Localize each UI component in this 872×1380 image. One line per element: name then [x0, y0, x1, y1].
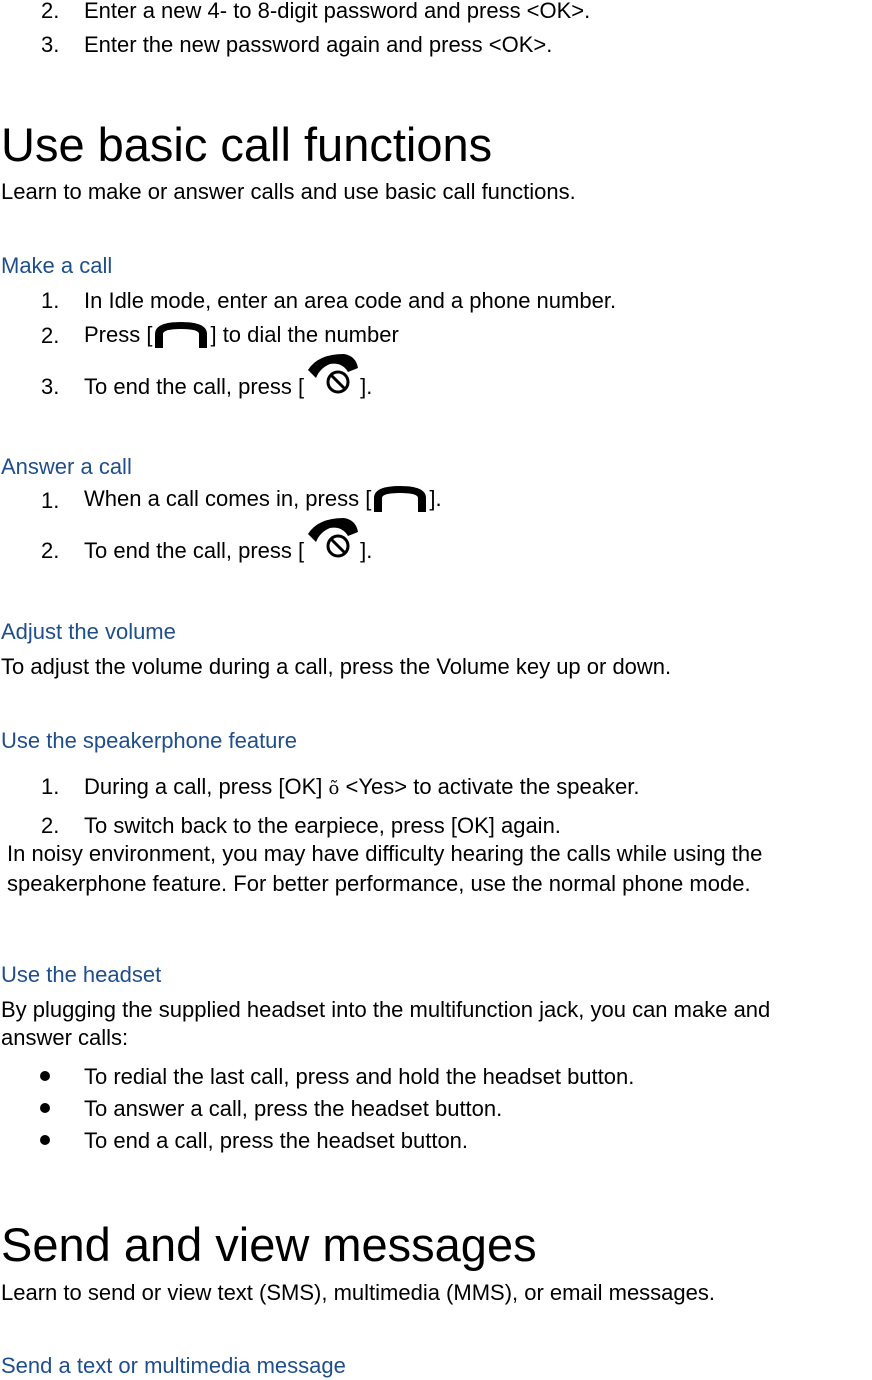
step-text-part: To end the call, press [ [84, 538, 305, 563]
step-text [84, 774, 639, 802]
step-text: In Idle mode, enter an area code and a phone number. [84, 288, 617, 313]
bullet-icon [40, 1135, 50, 1145]
step-text: To switch back to the earpiece, press [OK] again. [84, 813, 561, 838]
step-text [84, 516, 372, 564]
headset-text: By plugging the supplied headset into the multifunction jack, you can make and [1, 997, 771, 1022]
note-text: In noisy environment, you may have difficulty hearing the calls while using the [7, 841, 763, 866]
section-description: Learn to make or answer calls and use basic call functions. [1, 179, 576, 204]
note-text: speakerphone feature. For better performance, use the normal phone mode. [7, 871, 751, 896]
step-text: Enter the new password again and press <OK>. [84, 32, 553, 57]
send-message-heading: Send a text or multimedia message [1, 1353, 346, 1378]
dial-key-icon [152, 318, 210, 352]
make-call-heading: Make a call [1, 253, 113, 278]
step-text [84, 318, 399, 352]
step-number: 3. [41, 32, 60, 57]
step-text [84, 352, 372, 400]
end-key-icon [304, 516, 360, 564]
headset-heading: Use the headset [1, 962, 162, 987]
volume-text: To adjust the volume during a call, press the Volume key up or down. [1, 654, 672, 679]
list-item: To end a call, press the headset button. [84, 1128, 469, 1153]
answer-call-heading: Answer a call [1, 454, 132, 479]
speaker-heading: Use the speakerphone feature [1, 728, 297, 753]
section-description: Learn to send or view text (SMS), multimedia (MMS), or email messages. [1, 1280, 716, 1305]
step-text-part: ]. [360, 374, 373, 399]
headset-text: answer calls: [1, 1025, 129, 1050]
step-number: 3. [41, 374, 60, 399]
step-text-part: When a call comes in, press [ [84, 486, 372, 511]
end-key-icon [304, 352, 360, 400]
step-number: 2. [41, 0, 60, 23]
bullet-icon [40, 1071, 50, 1081]
step-text-part: ] to dial the number [210, 322, 399, 347]
step-number: 2. [41, 323, 60, 348]
list-item: To redial the last call, press and hold the headset button. [84, 1064, 635, 1089]
step-text-part: ]. [360, 538, 373, 563]
dial-key-icon [371, 482, 429, 516]
step-text [84, 482, 442, 516]
step-number: 1. [41, 488, 60, 513]
step-text-part: <Yes> to activate the speaker. [339, 774, 640, 799]
step-text-part: ]. [429, 486, 442, 511]
step-text-part: During a call, press [OK] [84, 774, 329, 799]
volume-heading: Adjust the volume [1, 619, 176, 644]
step-text-part: Press [ [84, 322, 153, 347]
step-number: 2. [41, 538, 60, 563]
section-title: Use basic call functions [1, 118, 493, 171]
step-text-part: To end the call, press [ [84, 374, 305, 399]
arrow-glyph: õ [328, 778, 340, 799]
step-number: 1. [41, 774, 60, 799]
step-number: 1. [41, 288, 60, 313]
section-title: Send and view messages [1, 1218, 537, 1271]
step-number: 2. [41, 813, 60, 838]
step-text: Enter a new 4- to 8-digit password and press <OK>. [84, 0, 591, 23]
bullet-icon [40, 1103, 50, 1113]
list-item: To answer a call, press the headset button. [84, 1096, 503, 1121]
